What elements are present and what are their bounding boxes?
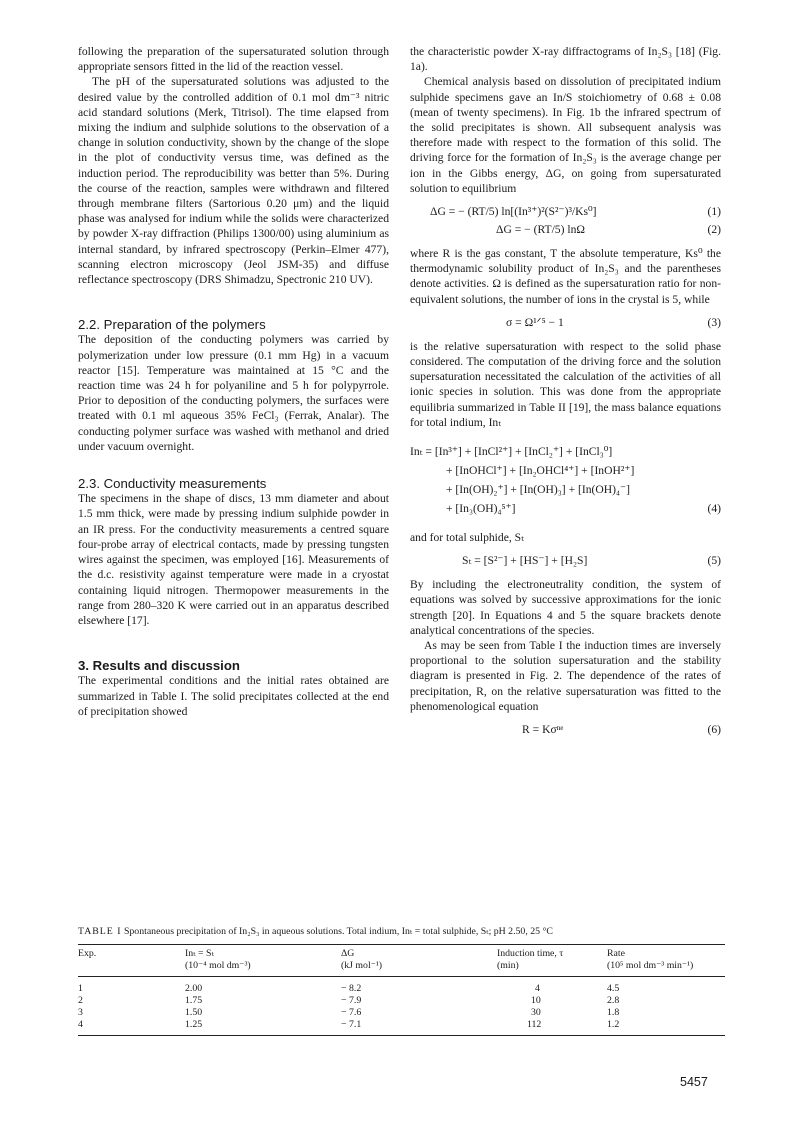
equation-number: (6) <box>707 723 721 737</box>
paragraph: is the relative supersaturation with respect to the solid phase considered. The computation of the driving force and the solution supersaturation necessitated the calculation of the activities of all ionic species in solution. This was done from the appropriate equilibria summarized in Table II [19], the mass balance equations for total indium, Inₜ <box>410 339 721 429</box>
table-cell: − 7.6 <box>341 1007 362 1018</box>
paragraph: The experimental conditions and the initial rates obtained are summarized in Table I. The solid precipitates collected at the end of precipitation showed <box>78 674 389 718</box>
equation-6 <box>410 721 721 739</box>
equation-body: Sₜ = [S²⁻] + [HS⁻] + [H₂S] <box>462 554 588 568</box>
paragraph: following the preparation of the supersaturated solution through appropriate sensors fitted in the lid of the reaction vessel. <box>78 45 389 74</box>
table-cell: 1.50 <box>185 1007 203 1018</box>
section-heading-3: 3. Results and discussion <box>78 658 240 674</box>
equation-number: (1) <box>707 205 721 219</box>
data-table <box>78 944 725 1036</box>
table-cell: 1.25 <box>185 1019 203 1030</box>
paragraph: By including the electroneutrality condition, the system of equations was solved by successive approximations for the ionic strength [20]. In Equations 4 and 5 the square brackets denote analytical concentrations of the species. <box>410 578 721 637</box>
left-column <box>78 44 389 719</box>
table-header <box>607 945 725 977</box>
equation-body: ΔG = − (RT/5) lnΩ <box>496 223 585 237</box>
header-line: ΔG <box>341 948 355 959</box>
equation-line: + [InOHCl⁺] + [In₂OHCl⁴⁺] + [InOH²⁺] <box>446 464 635 478</box>
equation-5 <box>410 552 721 570</box>
table-cell: 1.2 <box>607 1019 620 1030</box>
table-cell: 1.75 <box>185 995 203 1006</box>
equation-line: + [In(OH)₂⁺] + [In(OH)₃] + [In(OH)₄⁻] <box>446 483 631 497</box>
header-line: (10⁵ mol dm⁻³ min⁻¹) <box>607 960 694 971</box>
header-line: Rate <box>607 948 625 959</box>
equation-line: Inₜ = [In³⁺] + [InCl²⁺] + [InCl₂⁺] + [InCl₃⁰] <box>410 445 613 459</box>
header-line: (min) <box>497 960 519 971</box>
equation-number: (2) <box>707 223 721 237</box>
section-heading-2-2: 2.2. Preparation of the polymers <box>78 317 266 333</box>
equation-body: σ = Ω¹ᐟ⁵ − 1 <box>506 315 564 329</box>
table-row <box>78 1007 725 1019</box>
table-cell: 4.5 <box>607 983 620 994</box>
header-line: (kJ mol⁻¹) <box>341 960 383 971</box>
table-row <box>78 995 725 1007</box>
table-cell: 10 <box>531 995 541 1006</box>
header-line: Exp. <box>78 948 97 959</box>
equation-4 <box>410 442 721 518</box>
equation-body: ΔG = − (RT/5) ln[(In³⁺)²(S²⁻)³/Ks⁰] <box>430 205 597 219</box>
header-line: Induction time, τ <box>497 948 564 959</box>
paragraph: The specimens in the shape of discs, 13 mm diameter and about 1.5 mm thick, were made by pressing indium sulphide powder in an IR press. For the conductivity measurements a centred square four-probe array of electrical contacts, made by pressing tungsten wires against the specimen, was employed [16]. Measurements of the d.c. resistivity against temperature were made in a cryostat containing liquid nitrogen. Thermopower measurements in the range from 280–320 K were carried out in an apparatus described elsewhere [17]. <box>78 492 389 627</box>
table-cell: 1 <box>78 983 83 994</box>
table-header <box>497 945 607 977</box>
equation-1 <box>410 203 721 221</box>
paragraph: The pH of the supersaturated solutions was adjusted to the desired value by the controlled addition of 0.1 mol dm⁻³ nitric acid standard solutions (Merk, Titrisol). The time elapsed from mixing the indium and sulphide solutions to the observation of a change in solution conductivity, shown by the change of the slope in the plot of conductivity versus time, was defined as the induction period. The reproducibility was better than 5%. During the course of the reaction, samples were withdrawn and filtered through membrane filters (Sartorious 0.20 μm) and the liquid phase was analysed for indium while the solids were characterized by powder X-ray diffraction (Philips 1300/00) using aluminium as internal standard, by infrared spectroscopy (Perkin–Elmer 477), scanning electron microscopy (Jeol JSM-35) and diffuse reflectance spectroscopy (DRS Shimadzu, Spectronic 210 UV). <box>78 75 389 287</box>
table-cell: 3 <box>78 1007 83 1018</box>
equation-2 <box>410 221 721 239</box>
table-caption <box>78 926 725 938</box>
table-header <box>78 945 185 977</box>
paragraph: the characteristic powder X-ray diffractograms of In₂S₃ [18] (Fig. 1a). <box>410 45 721 74</box>
section-heading-2-3: 2.3. Conductivity measurements <box>78 476 267 492</box>
table-cell: 1.8 <box>607 1007 620 1018</box>
table-1 <box>78 926 725 1036</box>
table-cell: 2.00 <box>185 983 203 994</box>
page-number: 5457 <box>680 1075 708 1089</box>
paragraph: The deposition of the conducting polymers was carried by polymerization under low pressure (0.1 mm Hg) in a vacuum reactor [15]. Temperature was maintained at 15 °C and the reaction time was 24 h for polyaniline and 5 h for polypyrrole. Prior to deposition of the conducting polymers, the surfaces were treated with 0.1 ml aqueous 35% FeCl₃ (Ferrak, Analar). The conducting polymer surface was washed with methanol and dried under vacuum overnight. <box>78 333 389 453</box>
right-column <box>410 44 721 739</box>
table-header-row <box>78 945 725 977</box>
equation-line-last <box>410 499 721 518</box>
table-cell: 4 <box>535 983 540 994</box>
table-cell: 2.8 <box>607 995 620 1006</box>
paragraph: As may be seen from Table I the induction times are inversely proportional to the solution supersaturation and the stability diagram is presented in Fig. 2. The dependence of the rates of precipitation, R, on the relative supersaturation was fitted to the phenomenological equation <box>410 639 721 713</box>
equation-3 <box>410 314 721 332</box>
paragraph: Chemical analysis based on dissolution of precipitated indium sulphide specimens gave an In/S stoichiometry of 0.68 ± 0.08 (mean of twenty specimens). In Fig. 1b the infrared spectrum of the solid precipitates is shown. All subsequent analysis was therefore made with respect to the formation of this solid. The driving force for the formation of In₂S₃ is the average change per ion in the Gibbs energy, ΔG, on going from supersaturated solution to equilibrium <box>410 75 721 195</box>
table-cell: − 7.9 <box>341 995 362 1006</box>
equation-line: + [In₃(OH)₄⁵⁺] <box>446 502 516 516</box>
table-cell: 2 <box>78 995 83 1006</box>
table-cell: − 7.1 <box>341 1019 362 1030</box>
table-header <box>185 945 341 977</box>
table-cell: 4 <box>78 1019 83 1030</box>
table-cell: 30 <box>531 1007 541 1018</box>
paragraph: where R is the gas constant, T the absolute temperature, Ks⁰ the thermodynamic solubility product of In₂S₃ and the parentheses denote activities. Ω is defined as the supersaturation ratio for non-equivalent solutions, the number of ions in the crystal is 5, while <box>410 247 721 306</box>
table-cell: 112 <box>527 1019 542 1030</box>
table-header <box>341 945 497 977</box>
equation-number: (4) <box>707 502 721 516</box>
header-line: (10⁻⁴ mol dm⁻³) <box>185 960 251 971</box>
table-label: TABLE I <box>78 926 122 937</box>
table-row <box>78 983 725 995</box>
table-row <box>78 1019 725 1036</box>
equation-number: (5) <box>707 554 721 568</box>
table-caption-text: Spontaneous precipitation of In₂S₃ in aqueous solutions. Total indium, Inₜ = total sulphide, Sₜ; pH 2.50, 25 °C <box>123 926 553 937</box>
table-cell: − 8.2 <box>341 983 362 994</box>
header-line: Inₜ = Sₜ <box>185 948 214 959</box>
equation-number: (3) <box>707 315 721 329</box>
paragraph: and for total sulphide, Sₜ <box>410 531 524 545</box>
equation-body: R = Kσⁿᵉ <box>522 723 564 737</box>
